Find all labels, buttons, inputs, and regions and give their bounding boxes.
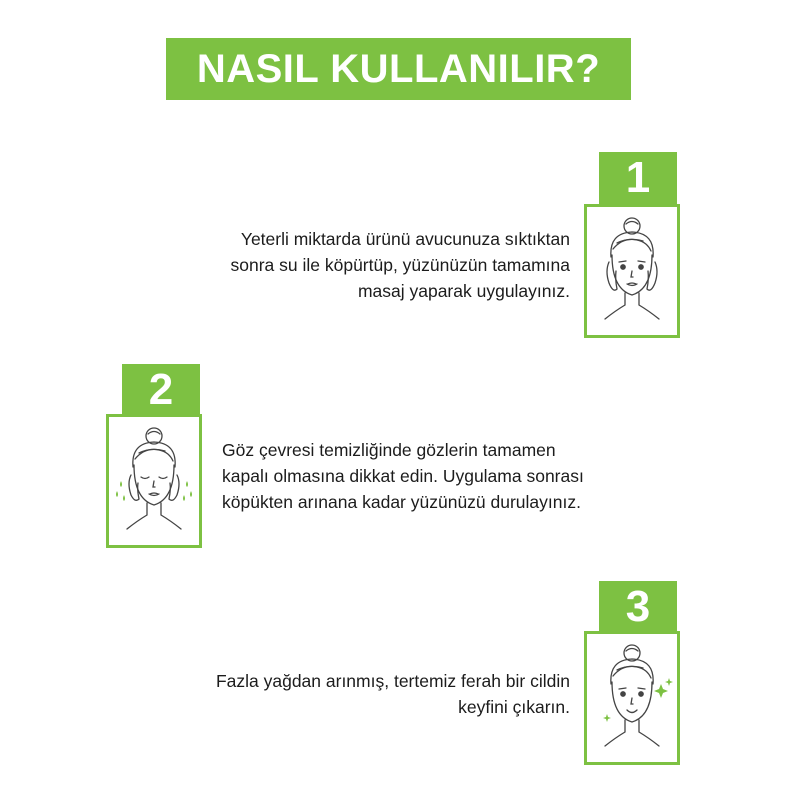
step-text-line: Göz çevresi temizliğinde gözlerin tamamen — [222, 440, 556, 460]
step-text-line: köpükten arınana kadar yüzünüzü durulayınız. — [222, 492, 581, 512]
step-text-line: Fazla yağdan arınmış, tertemiz ferah bir cildin — [215, 671, 570, 691]
step-text-line: sonra su ile köpürtüp, yüzünüzün tamamına — [230, 255, 570, 275]
step-number-badge — [599, 581, 677, 633]
step-description — [216, 668, 570, 720]
step-text-line: keyfini çıkarın. — [458, 697, 570, 717]
face-massage-icon — [587, 207, 677, 335]
step-description — [222, 437, 584, 515]
face-fresh-icon — [587, 634, 677, 762]
step-illustration-frame — [584, 204, 680, 338]
step-illustration-frame — [584, 631, 680, 765]
step-number: 1 — [625, 153, 651, 202]
step-number: 2 — [148, 365, 174, 414]
face-rinse-icon — [109, 417, 199, 545]
step-number: 3 — [625, 582, 651, 631]
step-number-badge — [599, 152, 677, 204]
step-text-line: masaj yaparak uygulayınız. — [357, 281, 570, 301]
step-illustration-frame — [106, 414, 202, 548]
step-text-line: Yeterli miktarda ürünü avucunuza sıktıktan — [240, 229, 570, 249]
step-number-badge — [122, 364, 200, 416]
step-description — [231, 226, 571, 304]
step-text-line: kapalı olmasına dikkat edin. Uygulama sonrası — [222, 466, 584, 486]
page-title: NASIL KULLANILIR? — [196, 46, 601, 91]
title-banner — [166, 38, 631, 100]
